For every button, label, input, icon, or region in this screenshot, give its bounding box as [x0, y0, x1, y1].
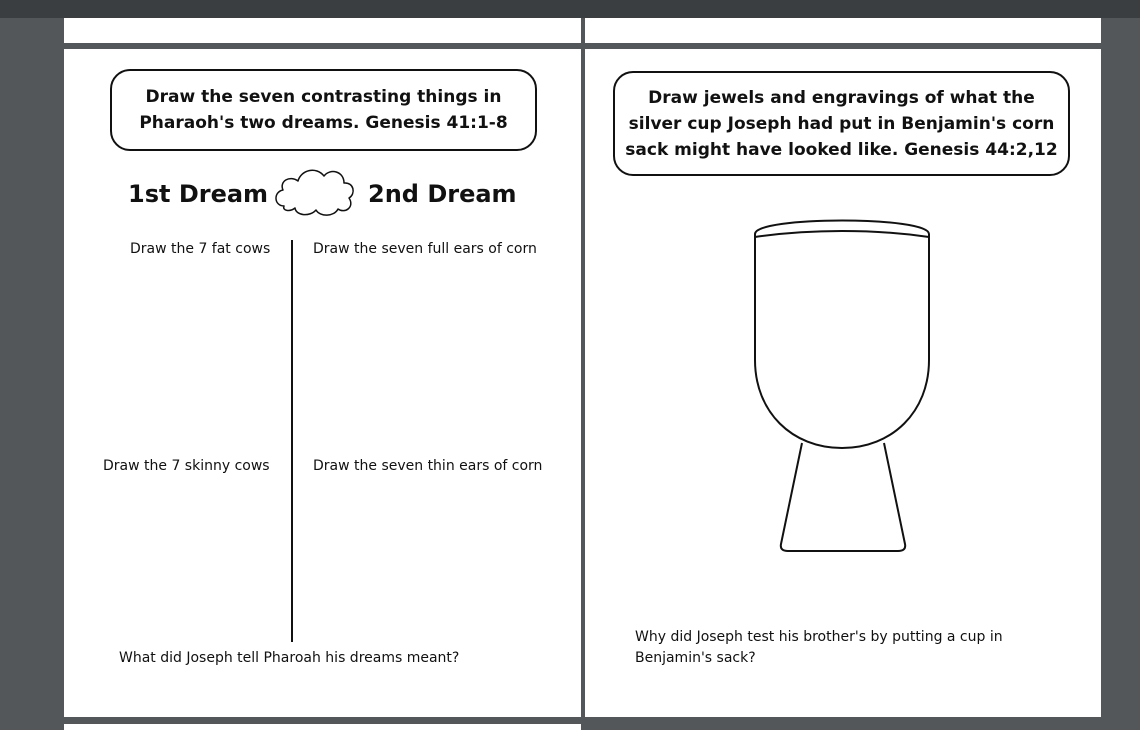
previous-page-right-bottom — [585, 18, 1101, 43]
second-dream-heading: 2nd Dream — [368, 180, 517, 208]
first-dream-heading: 1st Dream — [128, 180, 269, 208]
worksheet-page-dreams — [64, 49, 581, 717]
skinny-cows-label: Draw the 7 skinny cows — [103, 458, 270, 474]
page-title-box — [613, 71, 1070, 176]
next-page-top — [64, 724, 581, 730]
viewer-toolbar — [0, 0, 1140, 18]
page-title-box — [110, 69, 537, 151]
page-title: Draw jewels and engravings of what the silver cup Joseph had put in Benjamin's corn sack might have looked like. Genesis 44:2,12 — [625, 87, 1058, 160]
dream-meaning-question: What did Joseph tell Pharoah his dreams meant? — [119, 650, 460, 666]
cloud-icon — [270, 162, 358, 218]
previous-page-left-bottom — [64, 18, 581, 43]
page-title: Draw the seven contrasting things in Pharaoh's two dreams. Genesis 41:1-8 — [139, 87, 508, 133]
cup-test-question: Why did Joseph test his brother's by putting a cup in Benjamin's sack? — [635, 629, 1003, 666]
fat-cows-label: Draw the 7 fat cows — [130, 241, 271, 257]
worksheet-page-cup — [585, 49, 1101, 717]
column-divider — [291, 240, 293, 642]
full-corn-label: Draw the seven full ears of corn — [313, 241, 537, 257]
thin-corn-label: Draw the seven thin ears of corn — [313, 458, 543, 474]
cup-outline-icon — [750, 212, 934, 556]
